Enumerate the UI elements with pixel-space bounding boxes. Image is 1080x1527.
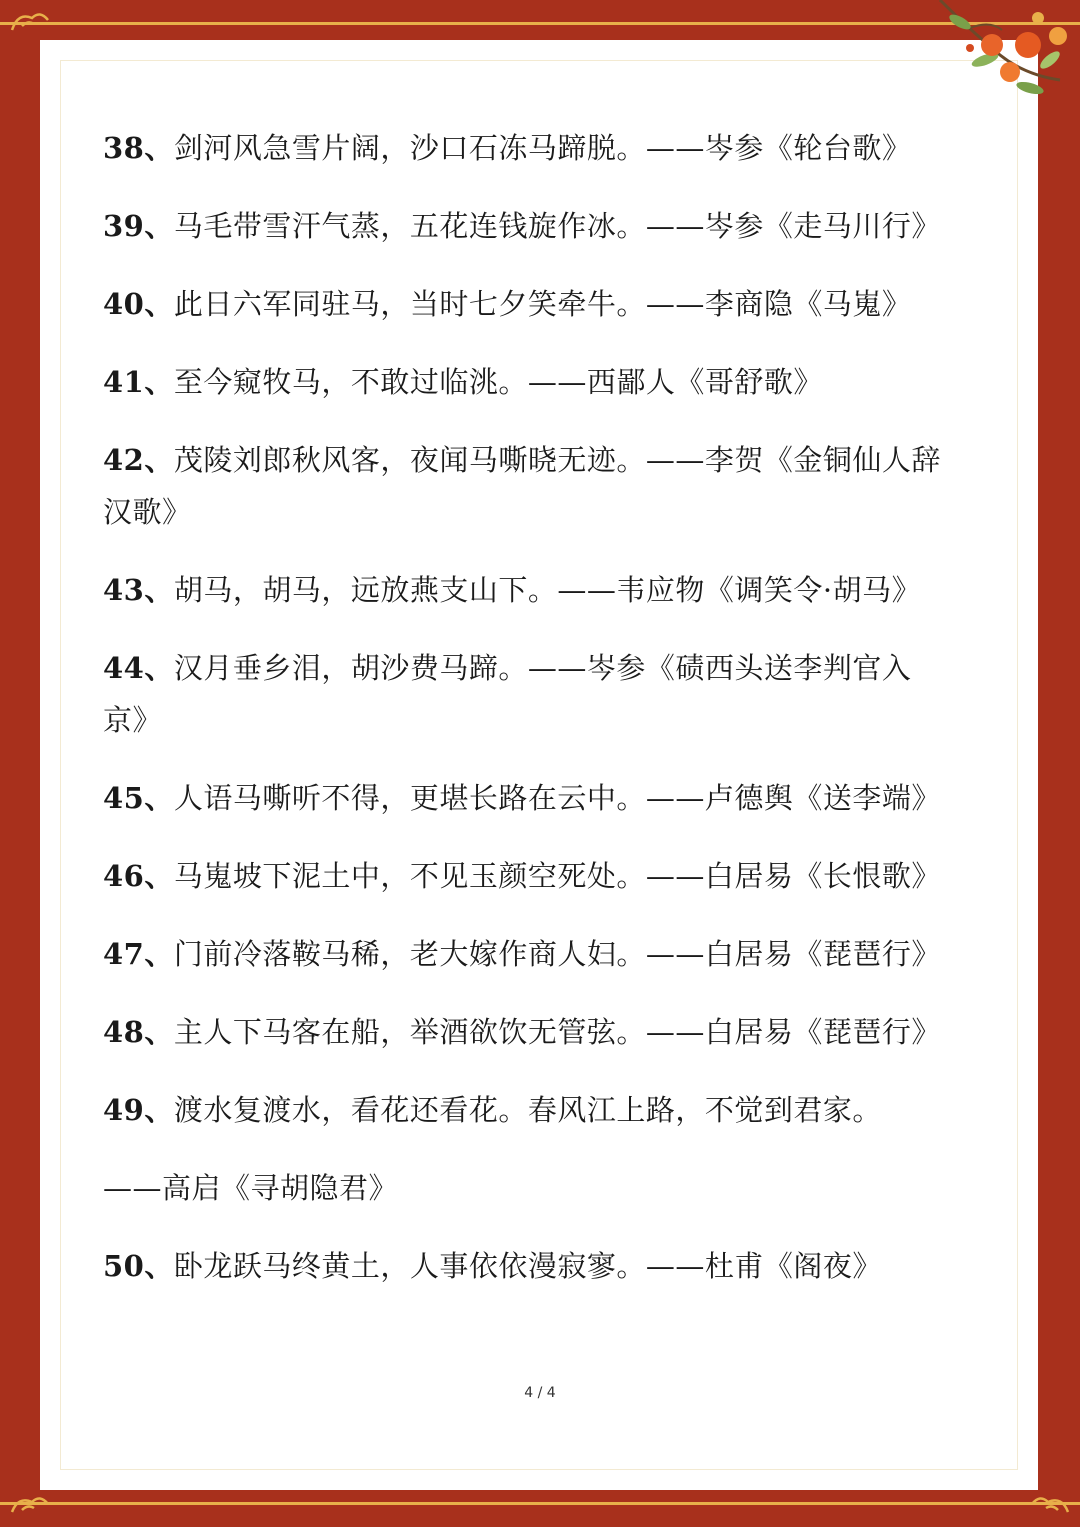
verse-number: 40、 (103, 287, 174, 321)
verse-item (103, 278, 963, 330)
verse-line: 至今窥牧马，不敢过临洮。——西鄙人《哥舒歌》 (173, 365, 823, 399)
verse-item (103, 928, 963, 980)
verse-number: 47、 (103, 937, 174, 971)
verse-line: 胡马，胡马，远放燕支山下。——韦应物《调笑令·胡马》 (173, 573, 922, 607)
verse-line: 京》 (103, 703, 163, 737)
verse-number: 48、 (103, 1015, 174, 1049)
verse-number: 42、 (103, 443, 174, 477)
verse-item (103, 1240, 963, 1292)
verse-line: 马嵬坡下泥土中，不见玉颜空死处。——白居易《长恨歌》 (173, 859, 941, 893)
verse-item (103, 200, 963, 252)
verse-item (103, 1084, 963, 1214)
verse-number: 44、 (103, 651, 174, 685)
verse-line: ——高启《寻胡隐君》 (103, 1171, 399, 1205)
top-gold-line (0, 22, 1080, 25)
verse-number: 49、 (103, 1093, 174, 1127)
cloud-flourish-icon (8, 1488, 64, 1516)
verse-item (103, 434, 963, 538)
verse-number: 50、 (103, 1249, 174, 1283)
verse-line: 马毛带雪汗气蒸，五花连钱旋作冰。——岑参《走马川行》 (173, 209, 941, 243)
verse-line: 人语马嘶听不得，更堪长路在云中。——卢德舆《送李端》 (173, 781, 941, 815)
verse-line: 此日六军同驻马，当时七夕笑牵牛。——李商隐《马嵬》 (173, 287, 912, 321)
cloud-flourish-icon (1016, 1488, 1072, 1516)
cloud-flourish-icon (8, 8, 64, 36)
verse-line: 门前冷落鞍马稀，老大嫁作商人妇。——白居易《琵琶行》 (173, 937, 941, 971)
verse-item (103, 642, 963, 746)
page-indicator: 4 / 4 (524, 1385, 556, 1401)
bottom-gold-line (0, 1502, 1080, 1505)
verse-line: 主人下马客在船，举酒欲饮无管弦。——白居易《琵琶行》 (173, 1015, 941, 1049)
verse-line: 渡水复渡水，看花还看花。春风江上路，不觉到君家。 (173, 1093, 882, 1127)
verse-item (103, 564, 963, 616)
verse-item (103, 122, 963, 174)
persimmon-branch-icon (930, 0, 1080, 110)
verse-line: 汉月垂乡泪，胡沙费马蹄。——岑参《碛西头送李判官入 (173, 651, 912, 685)
verse-item (103, 850, 963, 902)
verse-number: 38、 (103, 131, 174, 165)
verse-number: 41、 (103, 365, 174, 399)
verse-line: 茂陵刘郎秋风客，夜闻马嘶晓无迹。——李贺《金铜仙人辞 (173, 443, 941, 477)
verse-item (103, 1006, 963, 1058)
verse-item (103, 356, 963, 408)
verse-line: 汉歌》 (103, 495, 192, 529)
verse-line: 卧龙跃马终黄土，人事依依漫寂寥。——杜甫《阁夜》 (173, 1249, 882, 1283)
verse-number: 43、 (103, 573, 174, 607)
verse-line: 剑河风急雪片阔，沙口石冻马蹄脱。——岑参《轮台歌》 (173, 131, 912, 165)
verse-number: 46、 (103, 859, 174, 893)
verse-number: 39、 (103, 209, 174, 243)
verse-number: 45、 (103, 781, 174, 815)
verse-item (103, 772, 963, 824)
